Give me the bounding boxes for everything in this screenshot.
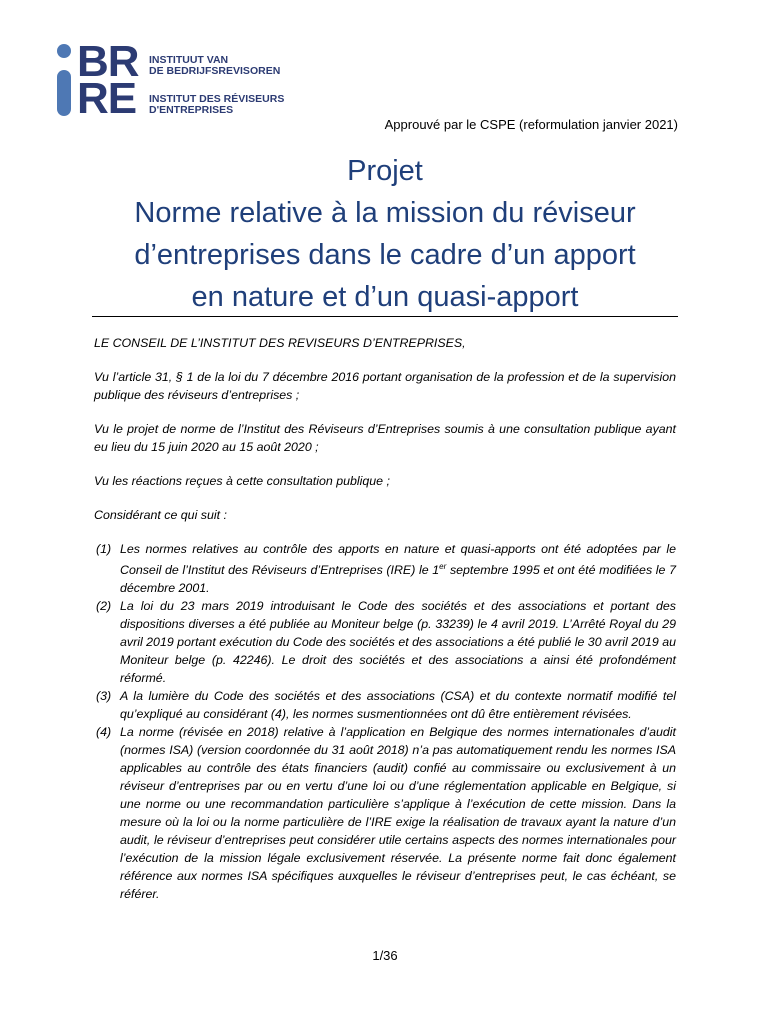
title-line-1: Projet bbox=[347, 155, 423, 187]
logo-nl-line2: DE BEDRIJFSREVISOREN bbox=[149, 65, 281, 77]
recital-reactions: Vu les réactions reçues à cette consultation publique ; bbox=[94, 474, 390, 488]
item-sup: er bbox=[439, 562, 447, 571]
logo-fr-line1: INSTITUT DES RÉVISEURS bbox=[149, 93, 285, 105]
item-number: (2) bbox=[96, 599, 112, 614]
considerations-list bbox=[94, 540, 676, 903]
title-line-2: Norme relative à la mission du réviseur bbox=[134, 197, 636, 229]
item-text-end: septembre 1995 et ont été modifiées le 7 décembre 2001. bbox=[120, 563, 676, 596]
list-item bbox=[94, 723, 676, 903]
list-item bbox=[94, 687, 676, 723]
list-item bbox=[94, 540, 676, 597]
logo-text-nl bbox=[149, 55, 280, 77]
logo-nl-line1: INSTITUUT VAN bbox=[149, 54, 229, 66]
item-number: (3) bbox=[96, 689, 112, 704]
item-number: (1) bbox=[96, 542, 112, 556]
page-number: 1/36 bbox=[372, 948, 398, 963]
document-body bbox=[94, 334, 676, 903]
logo-text-fr bbox=[149, 94, 284, 116]
title-line-3: d’entreprises dans le cadre d’un apport bbox=[134, 239, 636, 271]
ire-logo bbox=[55, 37, 295, 123]
logo-fr-line2: D'ENTREPRISES bbox=[149, 104, 234, 116]
council-heading: LE CONSEIL DE L’INSTITUT DES REVISEURS D’ENTREPRISES, bbox=[94, 336, 466, 350]
logo-letters-top: BR bbox=[77, 37, 139, 86]
item-text: A la lumière du Code des sociétés et des associations (CSA) et du contexte normatif modifié tel qu’expliqué au considérant (4), les normes susmentionnées ont dû être entièrement révisées. bbox=[120, 689, 676, 722]
document-title bbox=[90, 150, 680, 318]
title-divider bbox=[92, 316, 678, 317]
title-line-4: en nature et d’un quasi-apport bbox=[191, 281, 579, 313]
item-text: Les normes relatives au contrôle des apports en nature et quasi-apports ont été adoptées par le Conseil de l’Institut des Réviseurs d’Entreprises (IRE) le 1 bbox=[120, 542, 676, 578]
logo-dot bbox=[57, 44, 71, 58]
logo-letters-bottom: RE bbox=[77, 74, 137, 123]
considering-heading: Considérant ce qui suit : bbox=[94, 508, 227, 522]
approval-note: Approuvé par le CSPE (reformulation janvier 2021) bbox=[384, 117, 678, 132]
recital-law: Vu l’article 31, § 1 de la loi du 7 décembre 2016 portant organisation de la profession et de la supervision publique des réviseurs d’entreprises ; bbox=[94, 370, 676, 402]
recital-consultation: Vu le projet de norme de l’Institut des Réviseurs d’Entreprises soumis à une consultation publique ayant eu lieu du 15 juin 2020 au 15 août 2020 ; bbox=[94, 422, 676, 454]
item-text: La norme (révisée en 2018) relative à l’application en Belgique des normes internationales d’audit (normes ISA) (version coordonnée du 31 août 2018) n’a pas automatiquement rendu les normes ISA applicables au contrôle des états financiers (audit) confié au commissaire ou exclusivement à un réviseur d’entreprises par ou en vertu d’une loi ou d’une réglementation applicable en Belgique, si une norme ou une recommandation particulière s’applique à l’exécution de cette mission. Dans la mesure où la loi ou la norme particulière de l’IRE exige la réalisation de travaux ayant la nature d’un audit, le réviseur d’entreprises peut considérer utile certains aspects des normes internationales pour l’exécution de la mission légale exclusivement réservée. La présente norme fait donc également référence aux normes ISA spécifiques auxquelles le réviseur d’entreprises peut, le cas échéant, se référer. bbox=[120, 725, 676, 902]
logo-bar bbox=[57, 70, 71, 116]
list-item bbox=[94, 597, 676, 687]
item-number: (4) bbox=[96, 725, 112, 740]
item-text: La loi du 23 mars 2019 introduisant le Code des sociétés et des associations et portant des dispositions diverses a été publiée au Moniteur belge (p. 33239) le 4 avril 2019. L’Arrêté Royal du 29 avril 2019 portant exécution du Code des sociétés et des associations a été publié le 30 avril 2019 au Moniteur belge (p. 42246). Le droit des sociétés et des associations a ainsi été profondément réformé. bbox=[120, 599, 676, 686]
